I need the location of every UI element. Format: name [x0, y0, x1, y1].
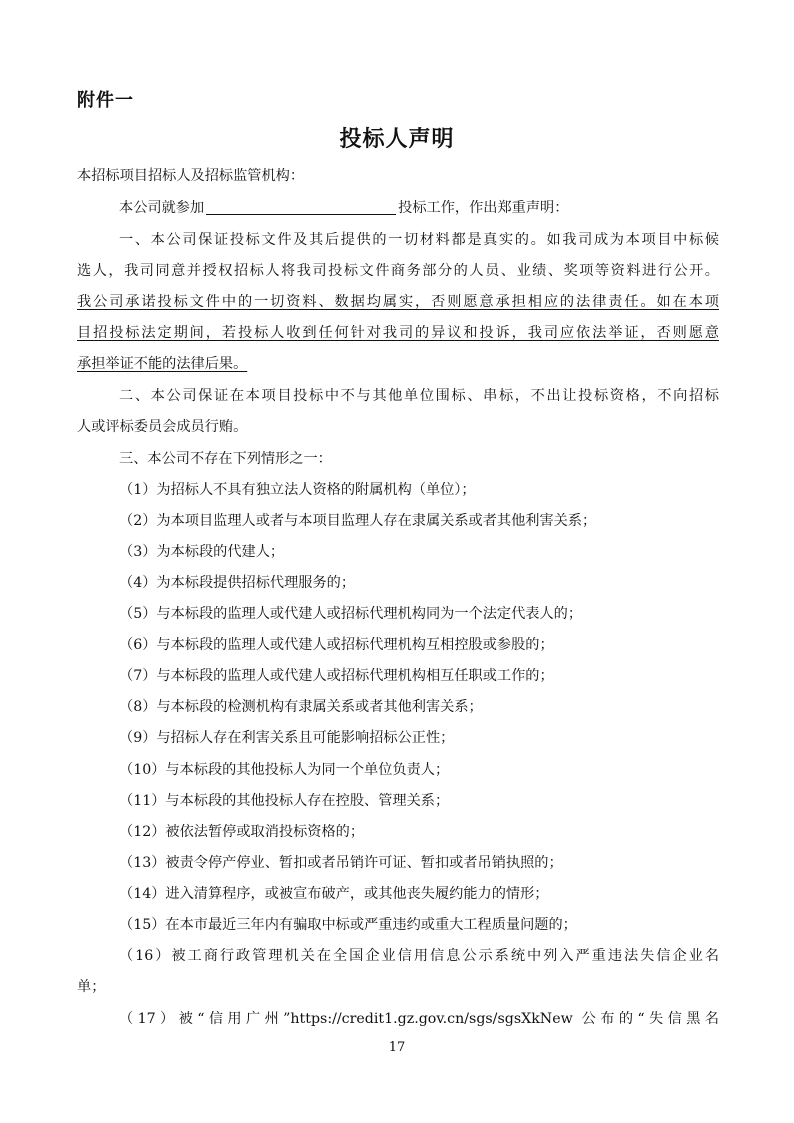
list-item: （2）为本项目监理人或者与本项目监理人存在隶属关系或者其他利害关系； — [119, 513, 597, 529]
list-item: （9）与招标人存在利害关系且可能影响招标公正性； — [119, 730, 455, 746]
list-item: （7）与本标段的监理人或代建人或招标代理机构相互任职或工作的； — [119, 668, 554, 684]
addressee-line: 本招标项目招标人及招标监管机构： — [77, 168, 305, 184]
participation-line — [119, 198, 719, 218]
para2-line1: 二、本公司保证在本项目投标中不与其他单位围标、串标，不出让投标资格，不向招标 — [119, 388, 719, 404]
attachment-label: 附件一 — [77, 90, 134, 111]
para1-line3 — [77, 292, 719, 312]
para1-line1: 一、本公司保证投标文件及其后提供的一切材料都是真实的。如我司成为本项目中标候 — [119, 232, 719, 248]
item16-line2: 单； — [77, 979, 106, 995]
list-item: （15）在本市最近三年内有骗取中标或严重违约或重大工程质量问题的； — [119, 917, 577, 933]
list-item: （13）被责令停产停业、暂扣或者吊销许可证、暂扣或者吊销执照的； — [119, 855, 563, 871]
item17-line1: （17）被“信用广州”https://credit1.gz.gov.cn/sgs/sgsXkNew 公布的“失信黑名 — [119, 1011, 719, 1027]
list-item: （14）进入清算程序，或被宣布破产，或其他丧失履约能力的情形； — [119, 886, 549, 902]
para1-line5-text: 承担举证不能的法律后果。 — [77, 356, 248, 372]
participation-suffix: 投标工作，作出郑重声明： — [398, 200, 569, 216]
participation-prefix: 本公司就参加 — [119, 200, 205, 216]
list-item: （1）为招标人不具有独立法人资格的附属机构（单位）； — [119, 482, 476, 498]
para1-line4-text: 目招投标法定期间，若投标人收到任何针对我司的异议和投诉，我司应依法举证，否则愿意 — [77, 325, 719, 341]
list-item: （10）与本标段的其他投标人为同一个单位负责人； — [119, 762, 450, 778]
para1-line4 — [77, 323, 719, 343]
para1-line3-text: 我公司承诺投标文件中的一切资料、数据均属实，否则愿意承担相应的法律责任。如在本项 — [77, 294, 719, 310]
list-item: （8）与本标段的检测机构有隶属关系或者其他利害关系； — [119, 699, 483, 715]
item16-line1: （16）被工商行政管理机关在全国企业信用信息公示系统中列入严重违法失信企业名 — [119, 948, 719, 964]
list-item: （3）为本标段的代建人； — [119, 544, 285, 560]
para1-line5 — [77, 354, 719, 374]
page-title: 投标人声明 — [339, 127, 455, 152]
para2-line2: 人或评标委员会成员行贿。 — [77, 419, 248, 435]
page-number: 17 — [388, 1040, 406, 1055]
para1-line2: 选人，我司同意并授权招标人将我司投标文件商务部分的人员、业绩、奖项等资料进行公开。 — [77, 263, 719, 279]
list-item: （11）与本标段的其他投标人存在控股、管理关系； — [119, 793, 450, 809]
list-item: （4）为本标段提供招标代理服务的； — [119, 575, 356, 591]
list-item: （12）被依法暂停或取消投标资格的； — [119, 824, 365, 840]
project-name-blank — [206, 198, 396, 215]
list-item: （5）与本标段的监理人或代建人或招标代理机构同为一个法定代表人的； — [119, 606, 583, 622]
para3-heading: 三、本公司不存在下列情形之一： — [119, 451, 332, 467]
list-item: （6）与本标段的监理人或代建人或招标代理机构互相控股或参股的； — [119, 637, 554, 653]
